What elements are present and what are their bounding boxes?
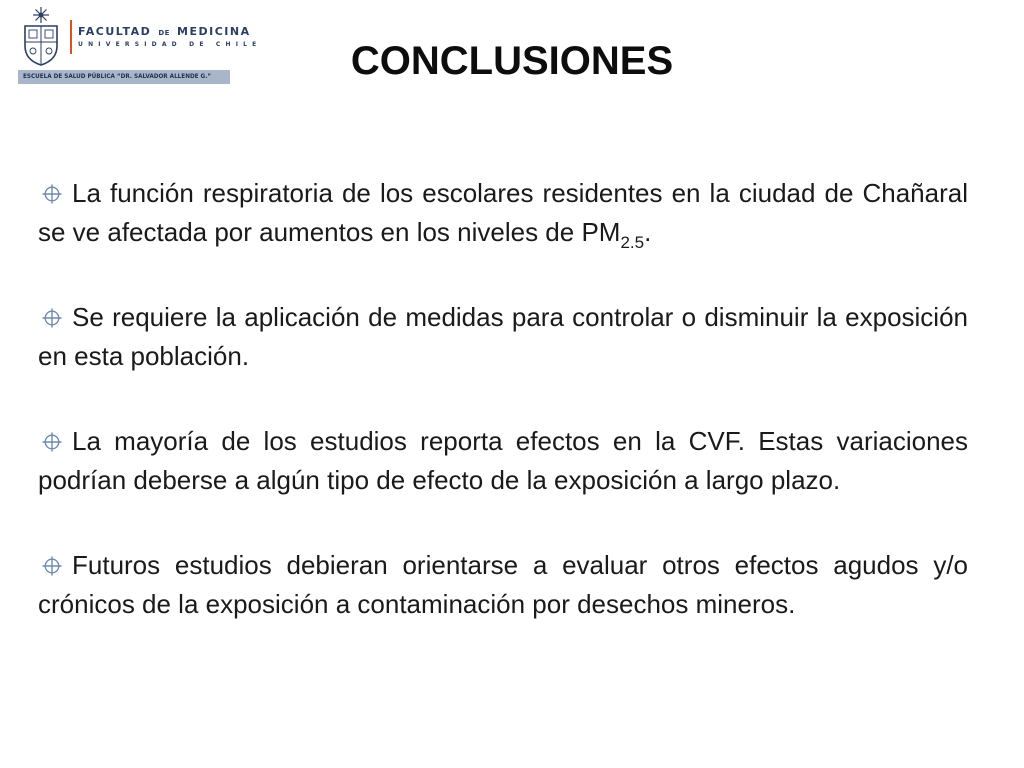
conclusion-text: Se requiere la aplicación de medidas para controlar o disminuir la exposición en esta población. [38, 302, 968, 371]
faculty-word: FACULTAD [78, 25, 152, 38]
crosshair-circle-icon [42, 308, 62, 328]
crosshair-circle-icon [42, 556, 62, 576]
medicine-word: MEDICINA [177, 25, 251, 38]
slide-title: CONCLUSIONES [350, 39, 674, 83]
faculty-name [78, 22, 251, 38]
university-name: UNIVERSIDAD DE CHILE [78, 41, 262, 48]
conclusion-text: La función respiratoria de los escolares residentes en la ciudad de Chañaral se ve afectada por aumentos en los niveles de PM [38, 178, 968, 247]
conclusion-text: Futuros estudios debieran orientarse a evaluar otros efectos agudos y/o crónicos de la exposición a contaminación por desechos mineros. [38, 550, 968, 619]
school-banner: ESCUELA DE SALUD PÚBLICA “DR. SALVADOR ALLENDE G.” [18, 70, 230, 84]
faculty-connector: DE [158, 29, 170, 37]
conclusion-item [38, 298, 968, 376]
conclusions-list [38, 174, 968, 624]
pm-subscript: 2.5 [620, 233, 645, 252]
conclusion-item [38, 422, 968, 500]
conclusion-text: La mayoría de los estudios reporta efectos en la CVF. Estas variaciones podrían deberse a algún tipo de efecto de la exposición a largo plazo. [38, 426, 968, 495]
conclusion-tail: . [644, 217, 652, 247]
conclusion-item [38, 546, 968, 624]
crosshair-circle-icon [42, 432, 62, 452]
conclusion-item [38, 174, 968, 252]
crosshair-circle-icon [42, 184, 62, 204]
